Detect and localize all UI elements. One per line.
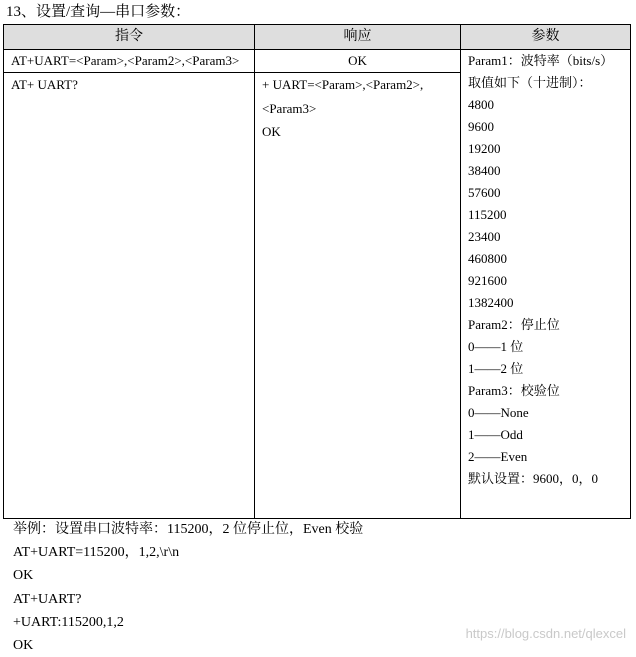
response-line: + UART=<Param>,<Param2>, [262, 77, 424, 92]
response-line: OK [262, 124, 281, 140]
param-line: 460800 [468, 251, 507, 266]
param-line: 默认设置：9600，0，0 [468, 471, 599, 486]
set-command-cell: AT+UART=<Param>,<Param2>,<Param3> [4, 50, 255, 73]
table-row [4, 50, 631, 73]
query-command-cell: AT+ UART? [4, 73, 255, 519]
example-line: OK [13, 568, 34, 584]
param-line: 1——2 位 [468, 361, 524, 376]
uart-parameter-table [3, 24, 631, 519]
header-response: 响应 [255, 25, 461, 50]
param-line: Param1：波特率（bits/s） [468, 53, 614, 68]
example-block [13, 518, 363, 657]
example-line: AT+UART? [13, 591, 82, 607]
param-line: 38400 [468, 163, 501, 178]
param-line: 921600 [468, 273, 507, 288]
param-line: 23400 [468, 229, 501, 244]
param-line: 0——1 位 [468, 339, 524, 354]
param-line: 2——Even [468, 449, 528, 464]
param-line: 9600 [468, 119, 494, 134]
param-line: 19200 [468, 141, 501, 156]
param-line: Param2：停止位 [468, 317, 560, 332]
query-response-cell [255, 73, 461, 519]
parameters-cell [461, 50, 631, 519]
param-line: 115200 [468, 207, 507, 222]
watermark: https://blog.csdn.net/qlexcel [465, 626, 626, 641]
param-line: 4800 [468, 97, 494, 112]
param-line: 0——None [468, 405, 529, 420]
param-line: 取值如下（十进制）： [468, 75, 592, 90]
example-line: AT+UART=115200，1,2,\r\n [13, 545, 180, 561]
header-parameters: 参数 [461, 25, 631, 50]
table-header-row [4, 25, 631, 50]
section-heading: 13、设置/查询—串口参数： [6, 4, 191, 20]
param-line: 1382400 [468, 295, 514, 310]
param-line: 1——Odd [468, 427, 523, 442]
param-line: Param3：校验位 [468, 383, 560, 398]
example-line: OK [13, 638, 34, 654]
example-line: 举例：设置串口波特率：115200，2 位停止位，Even 校验 [13, 522, 364, 537]
example-line: +UART:115200,1,2 [13, 614, 124, 630]
header-command: 指令 [4, 25, 255, 50]
response-line: <Param3> [262, 100, 317, 116]
param-line: 57600 [468, 185, 501, 200]
set-response-cell: OK [255, 50, 461, 73]
